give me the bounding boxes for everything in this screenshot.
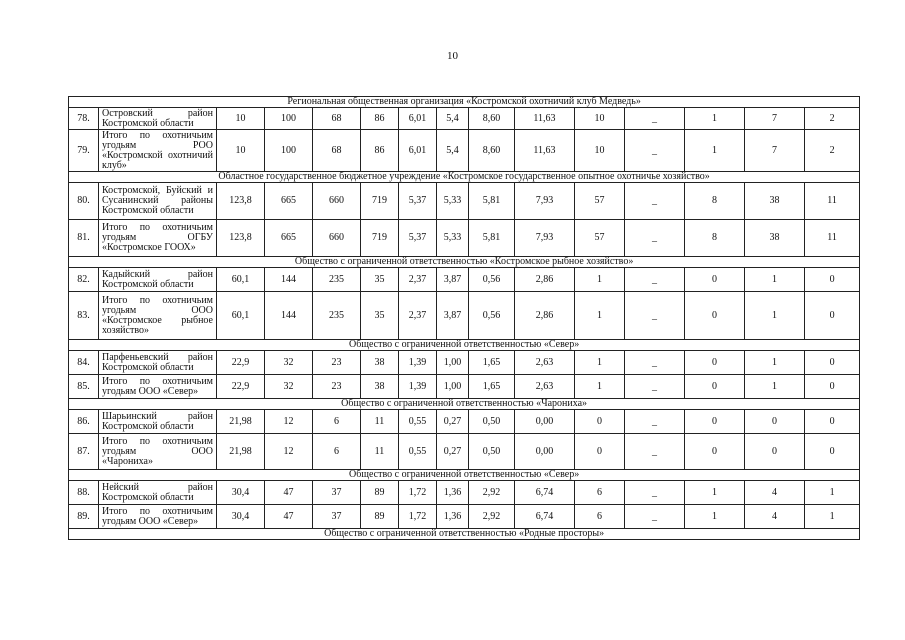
value-cell: _: [625, 220, 685, 257]
territory-name: Костромской, Буйский и Сусанинский районы Костромской области: [99, 183, 217, 220]
value-cell: 2,37: [399, 268, 437, 292]
table-row: [69, 481, 860, 505]
value-cell: 0: [805, 434, 860, 470]
value-cell: 1,00: [437, 375, 469, 399]
value-cell: 6,01: [399, 130, 437, 172]
value-cell: 0: [685, 410, 745, 434]
value-cell: 35: [361, 292, 399, 340]
table-row: [69, 505, 860, 529]
value-cell: 68: [313, 130, 361, 172]
value-cell: 10: [575, 130, 625, 172]
value-cell: 0: [805, 351, 860, 375]
value-cell: 5,81: [469, 183, 515, 220]
value-cell: 3,87: [437, 292, 469, 340]
organization-name: Общество с ограниченной ответственностью «Костромское рыбное хозяйство»: [69, 257, 860, 268]
value-cell: 10: [217, 108, 265, 130]
value-cell: 21,98: [217, 434, 265, 470]
territory-name: Итого по охотничьим угодьям РОО «Костромской охотничий клуб»: [99, 130, 217, 172]
value-cell: 0: [685, 292, 745, 340]
value-cell: 144: [265, 292, 313, 340]
page-number: 10: [447, 50, 458, 62]
row-number: 83.: [69, 292, 99, 340]
territory-name: Итого по охотничьим угодьям ООО «Север»: [99, 505, 217, 529]
value-cell: 5,37: [399, 220, 437, 257]
value-cell: 12: [265, 434, 313, 470]
value-cell: 2,92: [469, 505, 515, 529]
territory-name: Парфеньевский район Костромской области: [99, 351, 217, 375]
table-row: [69, 434, 860, 470]
organization-name: Областное государственное бюджетное учреждение «Костромское государственное опытное охотничье хозяйство»: [69, 172, 860, 183]
value-cell: 0,00: [515, 434, 575, 470]
value-cell: 1,65: [469, 351, 515, 375]
value-cell: 0,27: [437, 410, 469, 434]
value-cell: 144: [265, 268, 313, 292]
value-cell: _: [625, 268, 685, 292]
table-row: [69, 183, 860, 220]
organization-name: Региональная общественная организация «Костромской охотничий клуб Медведь»: [69, 97, 860, 108]
territory-name: Шарьинский район Костромской области: [99, 410, 217, 434]
organization-name: Общество с ограниченной ответственностью «Север»: [69, 470, 860, 481]
value-cell: 11: [361, 434, 399, 470]
value-cell: 1: [685, 481, 745, 505]
value-cell: 1: [575, 292, 625, 340]
value-cell: 1: [575, 375, 625, 399]
table-row: [69, 268, 860, 292]
value-cell: 0: [745, 410, 805, 434]
row-number: 88.: [69, 481, 99, 505]
value-cell: 0: [805, 410, 860, 434]
value-cell: 1: [685, 108, 745, 130]
value-cell: 11: [805, 220, 860, 257]
value-cell: 100: [265, 108, 313, 130]
value-cell: 1: [745, 268, 805, 292]
value-cell: 0: [805, 375, 860, 399]
value-cell: 5,4: [437, 130, 469, 172]
value-cell: 5,33: [437, 183, 469, 220]
row-number: 85.: [69, 375, 99, 399]
value-cell: _: [625, 481, 685, 505]
value-cell: 6,74: [515, 505, 575, 529]
value-cell: 35: [361, 268, 399, 292]
table-row: [69, 410, 860, 434]
value-cell: 38: [361, 375, 399, 399]
value-cell: 23: [313, 351, 361, 375]
value-cell: 30,4: [217, 481, 265, 505]
value-cell: 3,87: [437, 268, 469, 292]
value-cell: 2,92: [469, 481, 515, 505]
org-header-row: [69, 399, 860, 410]
value-cell: 0: [575, 434, 625, 470]
value-cell: 38: [361, 351, 399, 375]
value-cell: 665: [265, 220, 313, 257]
value-cell: 7: [745, 108, 805, 130]
value-cell: 57: [575, 220, 625, 257]
territory-name: Островский район Костромской области: [99, 108, 217, 130]
value-cell: 0: [685, 268, 745, 292]
value-cell: 2,86: [515, 292, 575, 340]
value-cell: 6: [575, 505, 625, 529]
value-cell: 0,55: [399, 434, 437, 470]
org-header-row: [69, 340, 860, 351]
value-cell: 8: [685, 220, 745, 257]
value-cell: 0: [685, 434, 745, 470]
value-cell: 0,50: [469, 410, 515, 434]
org-header-row: [69, 529, 860, 540]
row-number: 78.: [69, 108, 99, 130]
value-cell: 1,72: [399, 505, 437, 529]
value-cell: 719: [361, 220, 399, 257]
value-cell: 22,9: [217, 375, 265, 399]
value-cell: 7,93: [515, 183, 575, 220]
value-cell: 235: [313, 292, 361, 340]
territory-name: Итого по охотничьим угодьям ООО «Север»: [99, 375, 217, 399]
org-header-row: [69, 470, 860, 481]
value-cell: 2,63: [515, 351, 575, 375]
value-cell: 2,63: [515, 375, 575, 399]
hunting-data-table: [68, 96, 860, 540]
value-cell: 86: [361, 130, 399, 172]
row-number: 80.: [69, 183, 99, 220]
value-cell: 1: [575, 268, 625, 292]
value-cell: 0,56: [469, 292, 515, 340]
org-header-row: [69, 97, 860, 108]
row-number: 89.: [69, 505, 99, 529]
territory-name: Итого по охотничьим угодьям ОГБУ «Костромское ГООХ»: [99, 220, 217, 257]
table-row: [69, 108, 860, 130]
value-cell: 6,01: [399, 108, 437, 130]
org-header-row: [69, 172, 860, 183]
value-cell: 4: [745, 481, 805, 505]
value-cell: 0: [685, 351, 745, 375]
value-cell: _: [625, 130, 685, 172]
value-cell: 21,98: [217, 410, 265, 434]
value-cell: _: [625, 183, 685, 220]
value-cell: _: [625, 410, 685, 434]
organization-name: Общество с ограниченной ответственностью «Родные просторы»: [69, 529, 860, 540]
value-cell: 0,55: [399, 410, 437, 434]
value-cell: 6,74: [515, 481, 575, 505]
row-number: 87.: [69, 434, 99, 470]
value-cell: 57: [575, 183, 625, 220]
value-cell: 11: [361, 410, 399, 434]
row-number: 84.: [69, 351, 99, 375]
territory-name: Итого по охотничьим угодьям ООО «Чарониха»: [99, 434, 217, 470]
value-cell: 1,36: [437, 481, 469, 505]
table-row: [69, 351, 860, 375]
value-cell: 1,72: [399, 481, 437, 505]
value-cell: 1: [745, 375, 805, 399]
table-row: [69, 292, 860, 340]
value-cell: 0,56: [469, 268, 515, 292]
value-cell: 12: [265, 410, 313, 434]
value-cell: 0: [745, 434, 805, 470]
value-cell: 11,63: [515, 130, 575, 172]
value-cell: 10: [217, 130, 265, 172]
value-cell: 5,81: [469, 220, 515, 257]
row-number: 79.: [69, 130, 99, 172]
value-cell: 47: [265, 481, 313, 505]
value-cell: 0: [805, 268, 860, 292]
value-cell: 719: [361, 183, 399, 220]
value-cell: 2: [805, 130, 860, 172]
table-row: [69, 375, 860, 399]
value-cell: 1,36: [437, 505, 469, 529]
value-cell: 0,50: [469, 434, 515, 470]
value-cell: 123,8: [217, 220, 265, 257]
row-number: 86.: [69, 410, 99, 434]
value-cell: 123,8: [217, 183, 265, 220]
value-cell: _: [625, 505, 685, 529]
value-cell: 2: [805, 108, 860, 130]
value-cell: 660: [313, 220, 361, 257]
value-cell: 6: [313, 434, 361, 470]
table-row: [69, 130, 860, 172]
value-cell: 86: [361, 108, 399, 130]
value-cell: 0: [685, 375, 745, 399]
value-cell: 2,37: [399, 292, 437, 340]
value-cell: 100: [265, 130, 313, 172]
value-cell: 1,65: [469, 375, 515, 399]
value-cell: _: [625, 375, 685, 399]
value-cell: 11,63: [515, 108, 575, 130]
value-cell: 11: [805, 183, 860, 220]
territory-name: Нейский район Костромской области: [99, 481, 217, 505]
value-cell: 89: [361, 481, 399, 505]
value-cell: 6: [575, 481, 625, 505]
value-cell: 8,60: [469, 130, 515, 172]
table-row: [69, 220, 860, 257]
value-cell: 30,4: [217, 505, 265, 529]
value-cell: _: [625, 434, 685, 470]
value-cell: 5,33: [437, 220, 469, 257]
value-cell: 5,37: [399, 183, 437, 220]
value-cell: 660: [313, 183, 361, 220]
value-cell: 1,39: [399, 351, 437, 375]
organization-name: Общество с ограниченной ответственностью «Чарониха»: [69, 399, 860, 410]
value-cell: 1: [745, 351, 805, 375]
value-cell: 89: [361, 505, 399, 529]
value-cell: 38: [745, 183, 805, 220]
value-cell: 4: [745, 505, 805, 529]
value-cell: 32: [265, 375, 313, 399]
value-cell: 665: [265, 183, 313, 220]
value-cell: 37: [313, 481, 361, 505]
organization-name: Общество с ограниченной ответственностью «Север»: [69, 340, 860, 351]
value-cell: _: [625, 351, 685, 375]
value-cell: 1: [745, 292, 805, 340]
value-cell: 1: [805, 481, 860, 505]
value-cell: 8,60: [469, 108, 515, 130]
org-header-row: [69, 257, 860, 268]
value-cell: 7: [745, 130, 805, 172]
value-cell: _: [625, 108, 685, 130]
value-cell: 23: [313, 375, 361, 399]
value-cell: 235: [313, 268, 361, 292]
value-cell: 1: [685, 505, 745, 529]
value-cell: 0: [575, 410, 625, 434]
value-cell: _: [625, 292, 685, 340]
row-number: 82.: [69, 268, 99, 292]
value-cell: 6: [313, 410, 361, 434]
value-cell: 8: [685, 183, 745, 220]
value-cell: 60,1: [217, 292, 265, 340]
value-cell: 0,00: [515, 410, 575, 434]
value-cell: 38: [745, 220, 805, 257]
territory-name: Итого по охотничьим угодьям ООО «Костромское рыбное хозяйство»: [99, 292, 217, 340]
value-cell: 68: [313, 108, 361, 130]
value-cell: 7,93: [515, 220, 575, 257]
value-cell: 0,27: [437, 434, 469, 470]
value-cell: 1: [685, 130, 745, 172]
territory-name: Кадыйский район Костромской области: [99, 268, 217, 292]
value-cell: 2,86: [515, 268, 575, 292]
value-cell: 1,39: [399, 375, 437, 399]
row-number: 81.: [69, 220, 99, 257]
value-cell: 1: [575, 351, 625, 375]
value-cell: 60,1: [217, 268, 265, 292]
value-cell: 32: [265, 351, 313, 375]
value-cell: 10: [575, 108, 625, 130]
value-cell: 1: [805, 505, 860, 529]
value-cell: 37: [313, 505, 361, 529]
value-cell: 1,00: [437, 351, 469, 375]
value-cell: 5,4: [437, 108, 469, 130]
value-cell: 47: [265, 505, 313, 529]
value-cell: 0: [805, 292, 860, 340]
value-cell: 22,9: [217, 351, 265, 375]
